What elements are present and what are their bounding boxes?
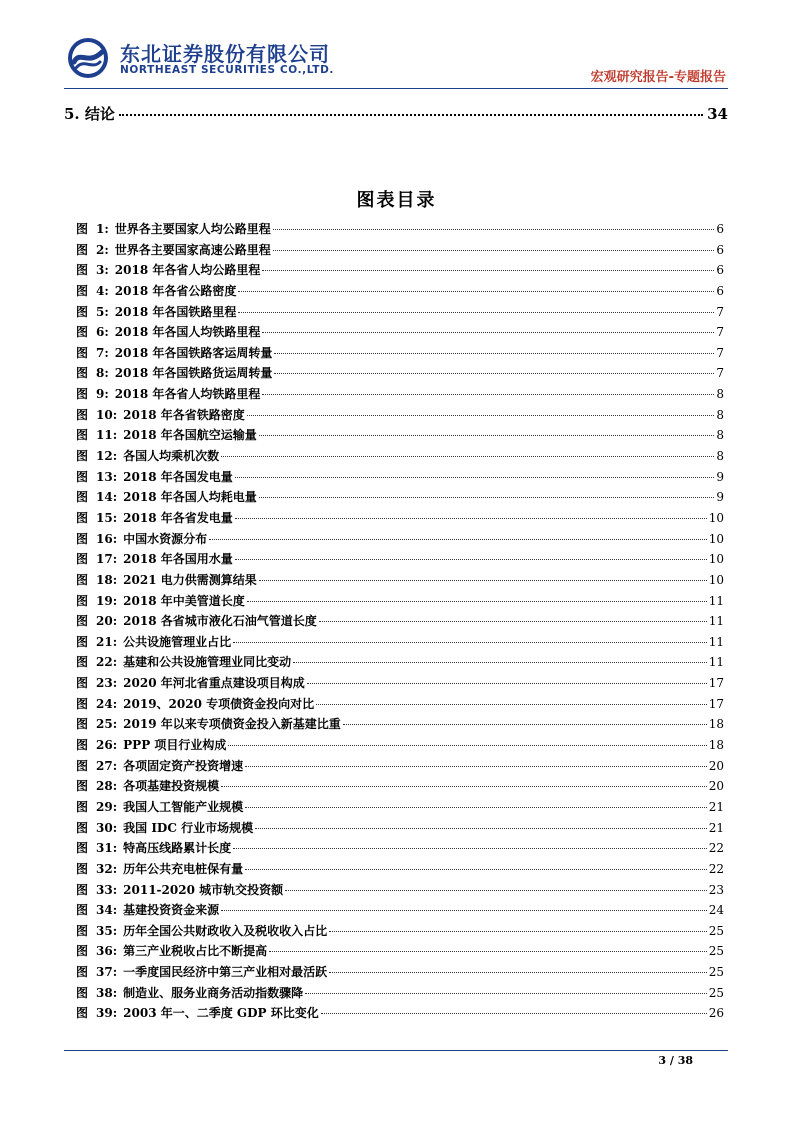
figure-leader-dots xyxy=(305,993,707,994)
figure-leader-dots xyxy=(262,332,714,333)
figure-title: 历年全国公共财政收入及税收收入占比 xyxy=(123,923,328,938)
figure-prefix: 图 xyxy=(76,696,89,711)
figure-number: 31: xyxy=(96,841,118,856)
figure-page: 9 xyxy=(716,469,724,484)
figure-page: 20 xyxy=(708,779,724,794)
figure-list-item[interactable] xyxy=(76,282,724,303)
figure-list xyxy=(76,220,724,1025)
figure-number: 24: xyxy=(96,696,118,711)
figure-prefix: 图 xyxy=(76,717,89,732)
figure-title: 世界各主要国家高速公路里程 xyxy=(114,242,271,257)
figure-prefix: 图 xyxy=(76,634,89,649)
figure-prefix: 图 xyxy=(76,304,89,319)
figure-prefix: 图 xyxy=(76,903,89,918)
figure-leader-dots xyxy=(262,394,714,395)
figure-leader-dots xyxy=(247,601,707,602)
figure-leader-dots xyxy=(269,951,707,952)
company-name-en: NORTHEAST SECURITIES CO.,LTD. xyxy=(120,64,334,76)
figure-title: 第三产业税收占比不断提高 xyxy=(123,944,268,959)
figure-list-item[interactable] xyxy=(76,509,724,530)
figure-page: 25 xyxy=(708,923,724,938)
figure-prefix: 图 xyxy=(76,676,89,691)
figure-leader-dots xyxy=(259,580,707,581)
figure-prefix: 图 xyxy=(76,965,89,980)
figure-title: 2019、2020 专项债资金投向对比 xyxy=(123,696,315,711)
figure-list-item[interactable] xyxy=(76,344,724,365)
figure-title: 制造业、服务业商务活动指数骤降 xyxy=(123,985,304,1000)
figure-title: 2018 年各国发电量 xyxy=(123,469,233,484)
figure-leader-dots xyxy=(321,1013,707,1014)
figure-number: 36: xyxy=(96,944,118,959)
figure-page: 7 xyxy=(716,325,724,340)
figure-list-item[interactable] xyxy=(76,819,724,840)
figure-title: 2018 年各国人均耗电量 xyxy=(123,490,257,505)
figure-page: 7 xyxy=(716,366,724,381)
figure-leader-dots xyxy=(255,828,707,829)
page-header xyxy=(64,32,728,88)
figure-number: 28: xyxy=(96,779,118,794)
figure-list-item[interactable] xyxy=(76,303,724,324)
figure-list-item[interactable] xyxy=(76,220,724,241)
figure-page: 7 xyxy=(716,345,724,360)
figure-prefix: 图 xyxy=(76,222,89,236)
figure-number: 10: xyxy=(96,407,118,422)
figure-list-item[interactable] xyxy=(76,426,724,447)
figure-number: 11: xyxy=(96,428,118,443)
figure-page: 25 xyxy=(708,965,724,980)
figure-number: 29: xyxy=(96,799,118,814)
figure-page: 6 xyxy=(716,242,724,257)
figure-leader-dots xyxy=(262,270,714,271)
figure-leader-dots xyxy=(235,559,707,560)
figure-page: 8 xyxy=(716,449,724,464)
figure-title: 各国人均乘机次数 xyxy=(123,449,220,464)
figure-leader-dots xyxy=(329,972,707,973)
figure-leader-dots xyxy=(245,869,707,870)
figure-list-item[interactable] xyxy=(76,860,724,881)
figure-list-item[interactable] xyxy=(76,881,724,902)
figure-prefix: 图 xyxy=(76,655,89,670)
figure-number: 22: xyxy=(96,655,118,670)
figure-page: 21 xyxy=(708,820,724,835)
figure-prefix: 图 xyxy=(76,593,89,608)
figure-title: 2011-2020 城市轨交投资额 xyxy=(123,882,284,897)
figure-title: 特高压线路累计长度 xyxy=(123,841,232,856)
figure-list-item[interactable] xyxy=(76,736,724,757)
figure-page: 18 xyxy=(708,717,724,732)
figure-number: 23: xyxy=(96,676,118,691)
figure-list-item[interactable] xyxy=(76,901,724,922)
figure-prefix: 图 xyxy=(76,779,89,794)
figure-page: 11 xyxy=(708,593,724,608)
figure-prefix: 图 xyxy=(76,572,89,587)
figure-number: 4: xyxy=(96,283,109,298)
figure-prefix: 图 xyxy=(76,510,89,525)
figure-leader-dots xyxy=(235,477,715,478)
figure-number: 32: xyxy=(96,861,118,876)
figure-list-item[interactable] xyxy=(76,674,724,695)
figure-page: 23 xyxy=(708,882,724,897)
figure-list-item[interactable] xyxy=(76,984,724,1005)
figure-list-item[interactable] xyxy=(76,695,724,716)
figure-page: 11 xyxy=(708,655,724,670)
figure-title: 2018 年各国铁路里程 xyxy=(114,304,237,319)
figure-prefix: 图 xyxy=(76,283,89,298)
figure-title: 2018 年各省人均铁路里程 xyxy=(114,387,261,402)
figure-page: 8 xyxy=(716,387,724,402)
toc-entry-conclusion[interactable] xyxy=(64,103,728,124)
figure-leader-dots xyxy=(233,848,707,849)
figure-prefix: 图 xyxy=(76,923,89,938)
figure-page: 25 xyxy=(708,944,724,959)
figure-list-item[interactable] xyxy=(76,447,724,468)
figure-number: 25: xyxy=(96,717,118,732)
figure-list-item[interactable] xyxy=(76,839,724,860)
figure-list-item[interactable] xyxy=(76,364,724,385)
figure-list-item[interactable] xyxy=(76,488,724,509)
figure-leader-dots xyxy=(221,456,714,457)
figure-page: 10 xyxy=(708,552,724,567)
figure-leader-dots xyxy=(274,373,714,374)
figure-number: 27: xyxy=(96,758,118,773)
figure-title: 世界各主要国家人均公路里程 xyxy=(114,222,271,236)
figure-number: 19: xyxy=(96,593,118,608)
figure-prefix: 图 xyxy=(76,345,89,360)
figure-leader-dots xyxy=(307,683,707,684)
figure-list-item[interactable] xyxy=(76,653,724,674)
figure-list-item[interactable] xyxy=(76,757,724,778)
figure-number: 33: xyxy=(96,882,118,897)
figure-page: 11 xyxy=(708,614,724,629)
figure-leader-dots xyxy=(209,539,707,540)
figure-list-item[interactable] xyxy=(76,468,724,489)
figure-number: 6: xyxy=(96,325,109,340)
figure-number: 8: xyxy=(96,366,109,381)
figure-number: 1: xyxy=(96,222,109,236)
figure-page: 6 xyxy=(716,263,724,278)
figure-prefix: 图 xyxy=(76,758,89,773)
figure-page: 18 xyxy=(708,738,724,753)
figure-leader-dots xyxy=(343,724,707,725)
figure-title: PPP 项目行业构成 xyxy=(123,738,227,753)
figure-prefix: 图 xyxy=(76,985,89,1000)
figure-list-item[interactable] xyxy=(76,241,724,262)
figure-list-item[interactable] xyxy=(76,798,724,819)
figure-title: 我国 IDC 行业市场规模 xyxy=(123,820,254,835)
figure-page: 8 xyxy=(716,428,724,443)
figure-prefix: 图 xyxy=(76,449,89,464)
figure-leader-dots xyxy=(235,518,707,519)
figure-list-item[interactable] xyxy=(76,406,724,427)
figure-leader-dots xyxy=(293,662,707,663)
figure-title: 历年公共充电桩保有量 xyxy=(123,861,244,876)
figure-page: 8 xyxy=(716,407,724,422)
figure-number: 35: xyxy=(96,923,118,938)
figure-prefix: 图 xyxy=(76,841,89,856)
figure-leader-dots xyxy=(245,807,707,808)
figure-list-item[interactable] xyxy=(76,323,724,344)
figure-leader-dots xyxy=(221,910,707,911)
figure-title: 2020 年河北省重点建设项目构成 xyxy=(123,676,305,691)
figure-title: 2018 年各省发电量 xyxy=(123,510,233,525)
figure-page: 22 xyxy=(708,841,724,856)
figure-number: 3: xyxy=(96,263,109,278)
figure-number: 2: xyxy=(96,242,109,257)
figure-number: 15: xyxy=(96,510,118,525)
figure-number: 37: xyxy=(96,965,118,980)
figure-prefix: 图 xyxy=(76,366,89,381)
figure-title: 我国人工智能产业规模 xyxy=(123,799,244,814)
figure-prefix: 图 xyxy=(76,325,89,340)
figure-prefix: 图 xyxy=(76,799,89,814)
figure-leader-dots xyxy=(228,745,706,746)
figure-page: 6 xyxy=(716,222,724,236)
toc-entry-label: 5. 结论 xyxy=(64,105,115,123)
figure-prefix: 图 xyxy=(76,944,89,959)
figure-list-item[interactable] xyxy=(76,550,724,571)
figure-number: 16: xyxy=(96,531,118,546)
figure-leader-dots xyxy=(247,415,715,416)
figure-title: 2018 年各省人均公路里程 xyxy=(114,263,261,278)
figure-list-title: 图表目录 xyxy=(356,190,437,211)
header-divider xyxy=(64,88,728,89)
figure-page: 21 xyxy=(708,799,724,814)
figure-list-item[interactable] xyxy=(76,777,724,798)
figure-leader-dots xyxy=(274,353,714,354)
figure-page: 17 xyxy=(708,696,724,711)
toc-leader-dots xyxy=(119,114,703,116)
figure-page: 10 xyxy=(708,531,724,546)
company-name-cn: 东北证券股份有限公司 xyxy=(120,42,330,66)
figure-list-item[interactable] xyxy=(76,1004,724,1025)
figure-list-item[interactable] xyxy=(76,592,724,613)
figure-prefix: 图 xyxy=(76,614,89,629)
company-logo-icon xyxy=(66,36,110,80)
figure-title: 基建投资资金来源 xyxy=(123,903,220,918)
figure-leader-dots xyxy=(273,250,715,251)
figure-page: 17 xyxy=(708,676,724,691)
figure-prefix: 图 xyxy=(76,407,89,422)
figure-prefix: 图 xyxy=(76,552,89,567)
figure-leader-dots xyxy=(221,786,707,787)
figure-list-item[interactable] xyxy=(76,261,724,282)
figure-title: 2018 年各国用水量 xyxy=(123,552,233,567)
report-type: 宏观研究报告-专题报告 xyxy=(590,70,726,85)
figure-prefix: 图 xyxy=(76,469,89,484)
figure-title: 2021 电力供需测算结果 xyxy=(123,572,257,587)
figure-list-item[interactable] xyxy=(76,612,724,633)
figure-leader-dots xyxy=(238,291,714,292)
figure-number: 18: xyxy=(96,572,118,587)
figure-page: 22 xyxy=(708,861,724,876)
figure-leader-dots xyxy=(316,704,707,705)
figure-title: 2018 年各国铁路客运周转量 xyxy=(114,345,273,360)
figure-leader-dots xyxy=(233,642,707,643)
figure-title: 一季度国民经济中第三产业相对最活跃 xyxy=(123,965,328,980)
figure-page: 24 xyxy=(708,903,724,918)
figure-number: 17: xyxy=(96,552,118,567)
figure-list-item[interactable] xyxy=(76,922,724,943)
figure-number: 14: xyxy=(96,490,118,505)
figure-prefix: 图 xyxy=(76,387,89,402)
figure-number: 34: xyxy=(96,903,118,918)
figure-leader-dots xyxy=(259,497,715,498)
figure-prefix: 图 xyxy=(76,1006,89,1021)
figure-title: 各项固定资产投资增速 xyxy=(123,758,244,773)
figure-page: 20 xyxy=(708,758,724,773)
toc-entry-page: 34 xyxy=(707,105,728,123)
figure-prefix: 图 xyxy=(76,242,89,257)
figure-prefix: 图 xyxy=(76,531,89,546)
figure-title: 基建和公共设施管理业同比变动 xyxy=(123,655,292,670)
figure-title: 2018 各省城市液化石油气管道长度 xyxy=(123,614,317,629)
figure-prefix: 图 xyxy=(76,820,89,835)
figure-leader-dots xyxy=(245,766,707,767)
figure-page: 26 xyxy=(708,1006,724,1021)
figure-prefix: 图 xyxy=(76,861,89,876)
figure-list-item[interactable] xyxy=(76,633,724,654)
figure-page: 6 xyxy=(716,283,724,298)
figure-title: 2003 年一、二季度 GDP 环比变化 xyxy=(123,1006,319,1021)
page-number: 3 / 38 xyxy=(658,1054,693,1067)
figure-prefix: 图 xyxy=(76,882,89,897)
figure-page: 25 xyxy=(708,985,724,1000)
figure-number: 20: xyxy=(96,614,118,629)
figure-title: 2018 年各国铁路货运周转量 xyxy=(114,366,273,381)
figure-page: 10 xyxy=(708,510,724,525)
figure-title: 中国水资源分布 xyxy=(123,531,208,546)
figure-page: 7 xyxy=(716,304,724,319)
figure-prefix: 图 xyxy=(76,428,89,443)
figure-page: 9 xyxy=(716,490,724,505)
figure-page: 10 xyxy=(708,572,724,587)
figure-list-item[interactable] xyxy=(76,942,724,963)
figure-title: 2018 年中美管道长度 xyxy=(123,593,245,608)
figure-leader-dots xyxy=(273,229,715,230)
figure-title: 各项基建投资规模 xyxy=(123,779,220,794)
figure-number: 9: xyxy=(96,387,109,402)
figure-leader-dots xyxy=(329,931,707,932)
figure-prefix: 图 xyxy=(76,263,89,278)
footer-divider xyxy=(64,1050,728,1051)
figure-title: 2018 年各国航空运输量 xyxy=(123,428,257,443)
figure-leader-dots xyxy=(319,621,707,622)
figure-prefix: 图 xyxy=(76,738,89,753)
figure-title: 2018 年各省公路密度 xyxy=(114,283,237,298)
figure-list-item[interactable] xyxy=(76,963,724,984)
figure-number: 21: xyxy=(96,634,118,649)
figure-prefix: 图 xyxy=(76,490,89,505)
figure-number: 7: xyxy=(96,345,109,360)
figure-leader-dots xyxy=(285,890,707,891)
figure-number: 26: xyxy=(96,738,118,753)
figure-number: 5: xyxy=(96,304,109,319)
figure-page: 11 xyxy=(708,634,724,649)
figure-number: 13: xyxy=(96,469,118,484)
figure-number: 39: xyxy=(96,1006,118,1021)
figure-leader-dots xyxy=(238,312,714,313)
figure-number: 30: xyxy=(96,820,118,835)
figure-list-item[interactable] xyxy=(76,571,724,592)
figure-title: 2019 年以来专项债资金投入新基建比重 xyxy=(123,717,341,732)
figure-list-item[interactable] xyxy=(76,715,724,736)
figure-title: 2018 年各国人均铁路里程 xyxy=(114,325,261,340)
figure-leader-dots xyxy=(259,435,715,436)
figure-number: 12: xyxy=(96,449,118,464)
figure-number: 38: xyxy=(96,985,118,1000)
figure-title: 公共设施管理业占比 xyxy=(123,634,232,649)
figure-list-item[interactable] xyxy=(76,385,724,406)
figure-list-item[interactable] xyxy=(76,530,724,551)
figure-title: 2018 年各省铁路密度 xyxy=(123,407,245,422)
